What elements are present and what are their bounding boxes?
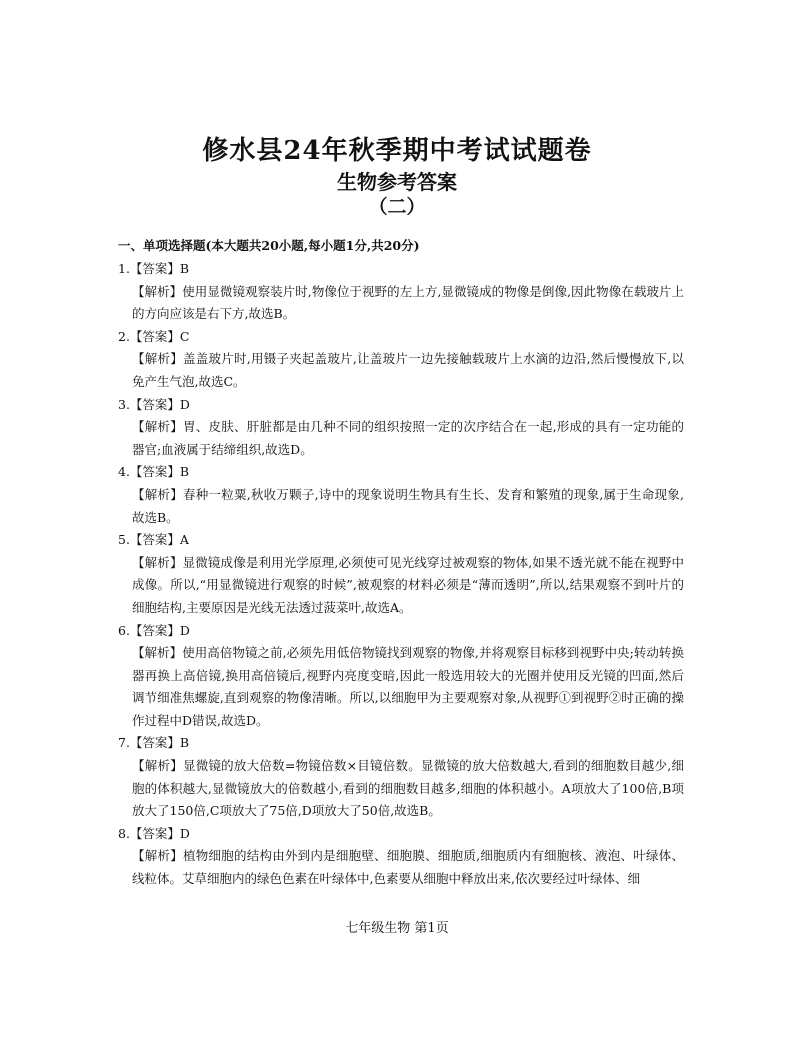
question-item [118, 620, 684, 733]
page-footer: 七年级生物 第1页 [345, 921, 449, 936]
explanation-text: 【解析】春种一粒粟,秋收万颗子,诗中的现象说明生物具有生长、发育和繁殖的现象,属于生命现象,故选B。 [132, 486, 684, 525]
explanation-text: 【解析】盖盖玻片时,用镊子夹起盖玻片,让盖玻片一边先接触载玻片上水滴的边沿,然后慢慢放下,以免产生气泡,故选C。 [132, 351, 684, 389]
explanation-text: 【解析】显微镜的放大倍数=物镜倍数×目镜倍数。显微镜的放大倍数越大,看到的细胞数目越少,细胞的体积越大,显微镜放大的倍数越小,看到的细胞数目越多,细胞的体积越小。A项放大了100倍,B项放大了150倍,C项放大了75倍,D项放大了50倍,故选B。 [132, 758, 684, 819]
section-heading: 一、单项选择题(本大题共20小题,每小题1分,共20分) [118, 238, 420, 253]
question-item [118, 529, 684, 619]
answer-line: 1.【答案】B [118, 261, 190, 276]
question-item [118, 394, 684, 462]
question-item [118, 326, 684, 394]
answer-line: 8.【答案】D [118, 825, 190, 841]
question-item [118, 461, 684, 529]
question-item [118, 258, 684, 326]
explanation-text: 【解析】植物细胞的结构由外到内是细胞壁、细胞膜、细胞质,细胞质内有细胞核、液泡、叶绿体、线粒体。艾草细胞内的绿色色素在叶绿体中,色素要从细胞中释放出来,依次要经过叶绿体、细 [132, 848, 684, 887]
answer-line: 3.【答案】D [118, 396, 190, 412]
answer-list [118, 258, 684, 891]
explanation-text: 【解析】使用显微镜观察装片时,物像位于视野的左上方,显微镜成的物像是倒像,因此物像在载玻片上的方向应该是右下方,故选B。 [132, 283, 684, 322]
question-item [118, 823, 684, 891]
answer-line: 7.【答案】B [118, 735, 190, 751]
explanation-text: 【解析】胃、皮肤、肝脏都是由几种不同的组织按照一定的次序结合在一起,形成的具有一定功能的器官;血液属于结缔组织,故选D。 [132, 419, 684, 457]
answer-line: 5.【答案】A [118, 532, 189, 548]
document-title: 修水县24年秋季期中考试试题卷 [202, 136, 592, 166]
answer-line: 6.【答案】D [118, 622, 190, 638]
explanation-text: 【解析】显微镜成像是利用光学原理,必须使可见光线穿过被观察的物体,如果不透光就不能在视野中成像。所以,“用显微镜进行观察的时候”,被观察的材料必须是“薄而透明”,所以,结果观察不到叶片的细胞结构,主要原因是光线无法透过菠菜叶,故选A。 [132, 554, 684, 615]
answer-line: 2.【答案】C [118, 328, 190, 344]
document-subtitle: 生物参考答案 [337, 170, 457, 194]
explanation-text: 【解析】使用高倍物镜之前,必须先用低倍物镜找到观察的物像,并将观察目标移到视野中央;转动转换器再换上高倍镜,换用高倍镜后,视野内亮度变暗,因此一般选用较大的光圈并使用反光镜的凹面,然后调节细准焦螺旋,直到观察的物像清晰。所以,以细胞甲为主要观察对象,从视野①到视野②时正确的操作过程中D错误,故选D。 [132, 645, 684, 728]
question-item [118, 732, 684, 822]
part-number: （二） [368, 196, 426, 218]
answer-line: 4.【答案】B [118, 464, 190, 480]
